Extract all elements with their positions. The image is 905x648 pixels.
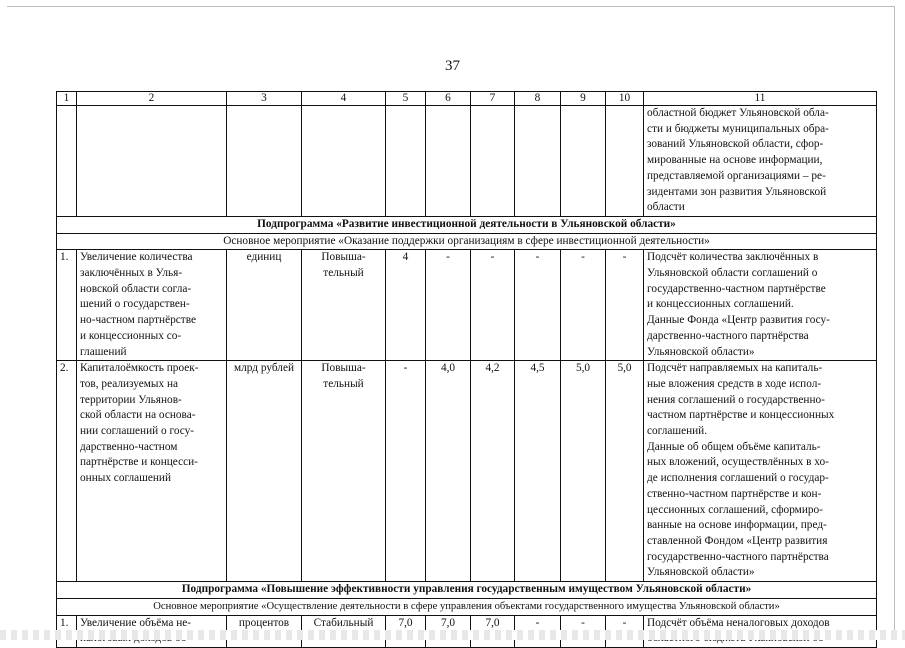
col-header: 3: [227, 92, 302, 106]
continuation-row: [57, 106, 877, 217]
table-row: [57, 250, 877, 361]
row-number: 2.: [57, 361, 77, 582]
unit: единиц: [227, 250, 302, 361]
col-header: 8: [515, 92, 561, 106]
subprogram-heading: Подпрограмма «Повышение эффективности управления государственным имуществом Ульяновской области»: [57, 582, 877, 599]
indicator-name: Капиталоёмкость проек- тов, реализуемых на территории Ульянов- ской области на основа- нии соглашений о госу- дарственно-частном партнёрстве и концесси- онных соглашений: [77, 361, 227, 582]
indicator-name: Увеличение объёма не-: [77, 615, 227, 647]
value: -: [606, 250, 644, 361]
value: 5,0: [606, 361, 644, 582]
indicator-type: Повыша- тельный: [302, 361, 386, 582]
value: -: [386, 361, 426, 582]
value: 7,0: [386, 615, 426, 647]
scan-edge: [0, 630, 905, 640]
value: 4,0: [426, 361, 471, 582]
value: 5,0: [561, 361, 606, 582]
value: -: [515, 615, 561, 647]
col-header: 4: [302, 92, 386, 106]
unit: процентов: [227, 615, 302, 647]
indicator-name: Увеличение количества заключённых в Улья- новской области согла- шений о государствен- но-частном партнёрстве и концессионных со- глашений: [77, 250, 227, 361]
indicator-type: Повыша- тельный: [302, 250, 386, 361]
value: -: [426, 250, 471, 361]
col-header: 11: [644, 92, 877, 106]
source-cell: Подсчёт направляемых на капиталь- ные вложения средств в ходе испол- нения соглашений о государственно- частном партнёрстве и концессионных соглашений. Данные об общем объёме капиталь- ных вложений, осуществлённых в хо- де исполнения соглашений о государ- ственно-частном партнёрстве и кон- цессионных соглашений, сформиро- ванные на основе информации, пред- ставленной Фондом «Центр развития государственно-частного партнёрства Ульяновской области»: [644, 361, 877, 582]
value: -: [515, 250, 561, 361]
value: 4,5: [515, 361, 561, 582]
col-header: 5: [386, 92, 426, 106]
col-header: 6: [426, 92, 471, 106]
column-number-row: [57, 92, 877, 106]
value: 4: [386, 250, 426, 361]
unit: млрд рублей: [227, 361, 302, 582]
row-number: 1.: [57, 250, 77, 361]
value: -: [471, 250, 515, 361]
source-cell: Подсчёт объёма неналоговых доходов: [644, 615, 877, 647]
col-header: 1: [57, 92, 77, 106]
value: 4,2: [471, 361, 515, 582]
col-header: 9: [561, 92, 606, 106]
subprogram-heading: Подпрограмма «Развитие инвестиционной деятельности в Ульяновской области»: [57, 216, 877, 233]
source-cell: Подсчёт количества заключённых в Ульяновской области соглашений о государственно-частном партнёрстве и концессионных соглашений. Данные Фонда «Центр развития госу- дарственно-частного партнёрства Ульяновской области»: [644, 250, 877, 361]
value: -: [561, 615, 606, 647]
source-cell: областной бюджет Ульяновской обла- сти и бюджеты муниципальных обра- зований Ульяновской области, сфор- мированные на основе информации, представляемой организациями – ре- зидентами зон развития Ульяновской области: [644, 106, 877, 217]
value: -: [606, 615, 644, 647]
col-header: 7: [471, 92, 515, 106]
table-row: [57, 361, 877, 582]
value: 7,0: [426, 615, 471, 647]
indicators-table: [56, 91, 877, 648]
value: -: [561, 250, 606, 361]
value: 7,0: [471, 615, 515, 647]
col-header: 10: [606, 92, 644, 106]
indicator-type: Стабильный: [302, 615, 386, 647]
page-number: 37: [445, 58, 460, 74]
row-number: 1.: [57, 615, 77, 647]
col-header: 2: [77, 92, 227, 106]
measure-heading: Основное мероприятие «Осуществление деятельности в сфере управления объектами государственного имущества Ульяновской области»: [57, 598, 877, 615]
measure-heading: Основное мероприятие «Оказание поддержки организациям в сфере инвестиционной деятельности»: [57, 233, 877, 250]
